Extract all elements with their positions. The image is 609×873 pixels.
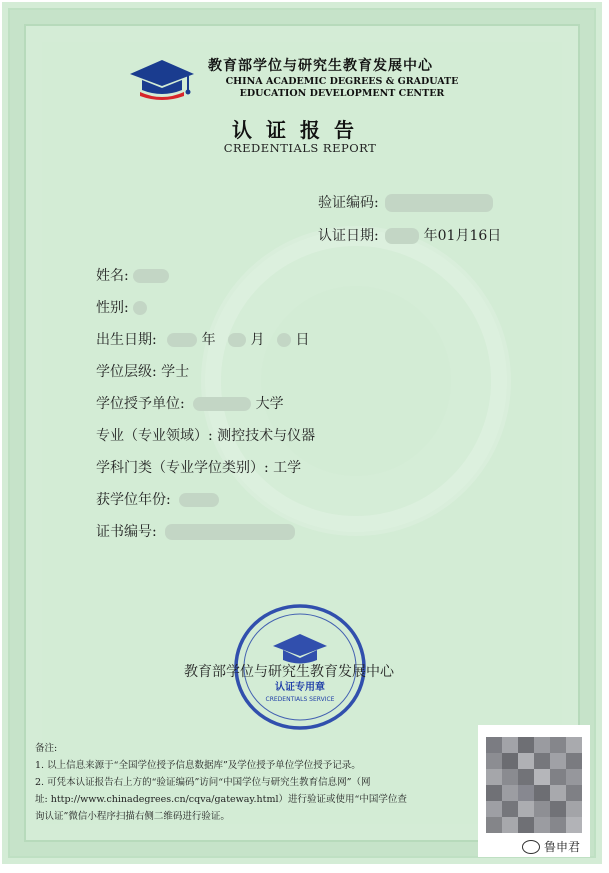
- level-value: 学士: [161, 364, 190, 380]
- seal-text-cn: 认证专用章: [275, 682, 325, 693]
- redacted-name: [133, 269, 169, 283]
- grantor-label: 学位授予单位:: [96, 396, 185, 412]
- redacted-university: [193, 397, 251, 411]
- redacted-cert-number: [165, 524, 295, 540]
- notes-line-1: 1. 以上信息来源于“全国学位授予信息数据库”及学位授予单位学位授予记录。: [35, 760, 361, 771]
- birth-month-unit: 月: [250, 332, 265, 348]
- field-degree-year: [96, 489, 219, 509]
- qr-code-pixelated: [486, 737, 582, 833]
- birth-label: 出生日期:: [96, 332, 157, 348]
- redacted-birth-day: [277, 333, 291, 347]
- notes-line-2: 2. 可凭本认证报告右上方的“验证编码”访问“中国学位与研究生教育信息网”（网: [35, 777, 371, 788]
- birth-year-unit: 年: [201, 332, 216, 348]
- seal-text-en: CREDENTIALS SERVICE: [265, 696, 335, 703]
- org-name-en-line2: EDUCATION DEVELOPMENT CENTER: [239, 88, 445, 99]
- graduation-cap-logo-icon: [128, 56, 198, 102]
- grantor-suffix: 大学: [255, 396, 284, 412]
- background-emblem-watermark: [205, 230, 507, 532]
- field-certificate-number: [96, 521, 295, 541]
- report-title-en: CREDENTIALS REPORT: [223, 141, 377, 155]
- name-label: 姓名:: [96, 268, 129, 284]
- field-discipline: [96, 457, 301, 477]
- redacted-birth-year: [167, 333, 197, 347]
- level-label: 学位层级:: [96, 364, 157, 380]
- notes-section: [35, 740, 473, 825]
- discipline-value: 工学: [273, 460, 302, 476]
- org-name-cn: 教育部学位与研究生教育发展中心: [208, 58, 433, 74]
- degree-year-label: 获学位年份:: [96, 492, 171, 508]
- field-grantor: [96, 393, 284, 413]
- gender-label: 性别:: [96, 300, 129, 316]
- major-label: 专业（专业领域）:: [96, 428, 213, 444]
- notes-title: 备注:: [35, 743, 58, 754]
- notes-line-3: 址: http://www.chinadegrees.cn/cqva/gateway.html）进行验证或使用“中国学位查: [35, 794, 407, 805]
- footer-org-name: 教育部学位与研究生教育发展中心: [184, 664, 394, 680]
- verification-code-row: [318, 192, 493, 212]
- watermark-tag: [522, 838, 580, 855]
- notes-line-4: 询认证”微信小程序扫描右侧二维码进行验证。: [35, 811, 230, 822]
- watermark-author: 鲁申君: [544, 840, 581, 854]
- org-name-en-line1: CHINA ACADEMIC DEGREES & GRADUATE: [225, 76, 459, 87]
- org-name-en: [222, 76, 462, 100]
- redacted-degree-year: [179, 493, 219, 507]
- redacted-birth-month: [228, 333, 246, 347]
- certification-date-row: [318, 225, 501, 245]
- field-major: [96, 425, 315, 445]
- birth-day-unit: 日: [295, 332, 310, 348]
- discipline-label: 学科门类（专业学位类别）:: [96, 460, 269, 476]
- redacted-code: [385, 194, 493, 212]
- field-name: [96, 265, 169, 285]
- redacted-year: [385, 228, 419, 244]
- field-degree-level: [96, 361, 189, 381]
- verification-code-label: 验证编码:: [318, 195, 379, 211]
- field-gender: [96, 297, 147, 317]
- major-value: 测控技术与仪器: [217, 428, 316, 444]
- certification-date-label: 认证日期:: [318, 228, 379, 244]
- cert-label: 证书编号:: [96, 524, 157, 540]
- certification-date-suffix: 年01月16日: [423, 228, 502, 244]
- report-title: 认证报告: [232, 118, 368, 142]
- wechat-icon: [522, 840, 540, 854]
- redacted-gender: [133, 301, 147, 315]
- field-birth-date: [96, 329, 309, 349]
